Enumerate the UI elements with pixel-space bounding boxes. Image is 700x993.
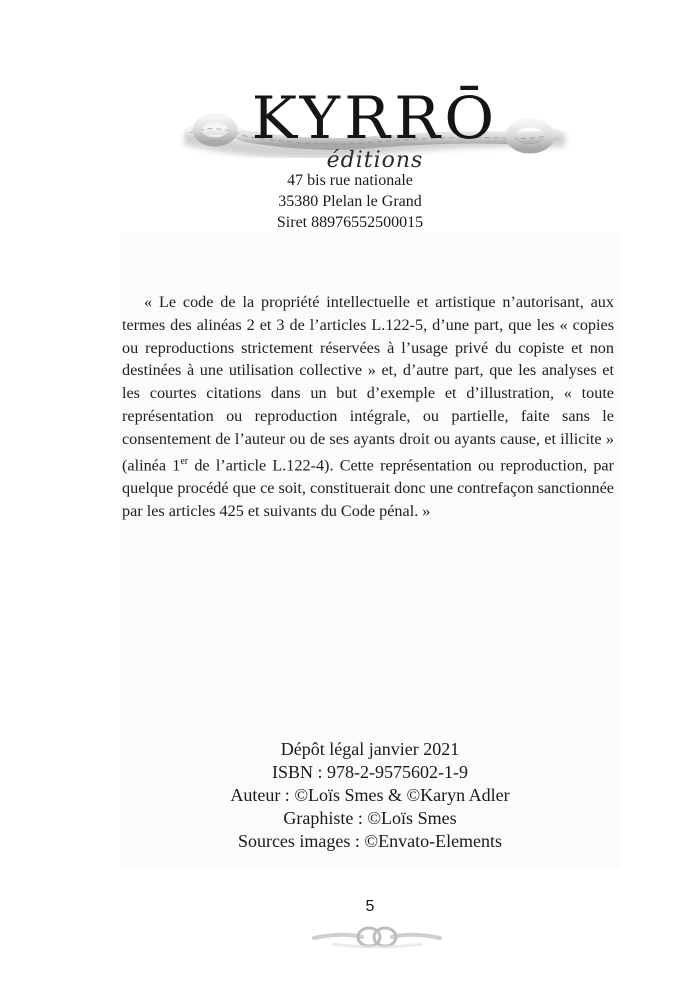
designer-credit: Graphiste : ©Loïs Smes	[283, 808, 457, 828]
address-siret: Siret 88976552500015	[276, 214, 424, 231]
depot-legal: Dépôt légal janvier 2021	[280, 739, 460, 759]
page-number: 5	[365, 898, 375, 915]
logo-subtitle: éditions	[326, 148, 424, 173]
image-sources-credit: Sources images : ©Envato-Elements	[237, 831, 503, 851]
author-credit: Auteur : ©Loïs Smes & ©Karyn Adler	[230, 785, 510, 805]
address-city: 35380 Plelan le Grand	[278, 193, 422, 210]
logo-wordmark: KYRRŌ	[251, 84, 499, 152]
isbn: ISBN : 978-2-9575602-1-9	[272, 762, 468, 782]
copyright-notice-part1: « Le code de la propriété intellectuelle et artistique n’autorisant, aux termes des alinéas 2 et 3 de l’articles L.122-5, d’une part, que les « copies ou reproductions strictement réservées à l’usage privé du copiste et non destinées à une utilisation collective » et, d’autre part, que les analyses et les courtes citations dans un but d’exemple et d’illustration, « toute représentation ou reproduction intégrale, ou partielle, faite sans le consentement de l’auteur ou de ses ayants droit ou ayants cause, et illicite » (alinéa 1	[122, 293, 614, 474]
publisher-logo	[175, 78, 575, 183]
publisher-address	[0, 170, 700, 233]
book-credits	[0, 738, 700, 853]
copyright-notice-part2: de l’article L.122-4). Cette représentation ou reproduction, par quelque procédé que ce soit, constituerait donc une contrefaçon sanctionnée par les articles 425 et suivants du Code pénal. »	[122, 455, 614, 520]
copyright-notice-superscript: er	[180, 455, 189, 467]
address-street: 47 bis rue nationale	[287, 172, 413, 189]
rings-ornament-icon	[312, 922, 442, 952]
copyright-notice	[122, 291, 614, 522]
